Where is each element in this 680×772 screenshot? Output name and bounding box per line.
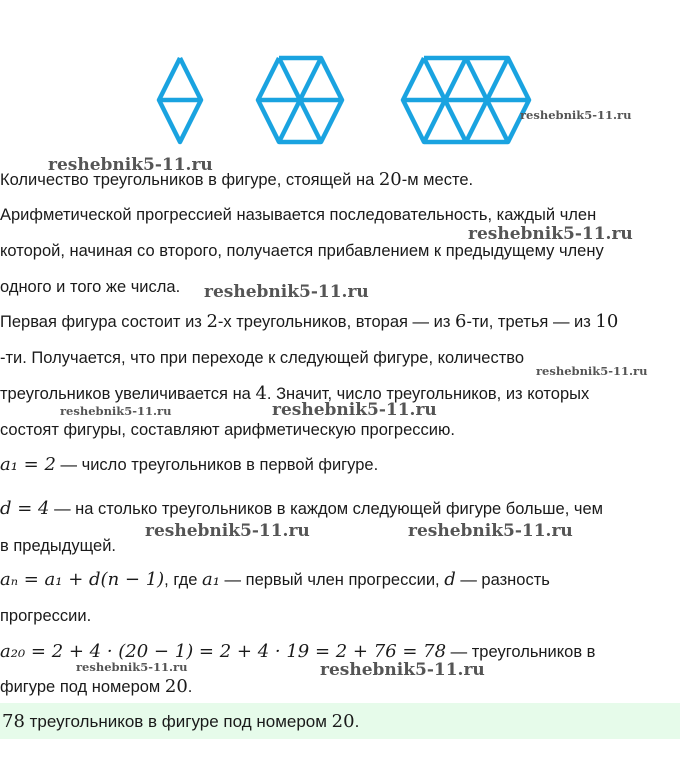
- general-formula-line-1: aₙ = a₁ + d(n − 1), где a₁ — первый член прогрессии, d — разность: [0, 569, 550, 590]
- watermark: reshebnik5-11.ru: [48, 155, 213, 175]
- computation-line-1: a₂₀ = 2 + 4 · (20 − 1) = 2 + 4 · 19 = 2 + 76 = 78 — треугольников в: [0, 641, 596, 662]
- analysis-line-3: треугольников увеличивается на 4. Значит, число треугольников, из которых: [0, 383, 590, 404]
- watermark: reshebnik5-11.ru: [76, 660, 188, 674]
- watermark: reshebnik5-11.ru: [468, 224, 633, 244]
- watermark: reshebnik5-11.ru: [60, 404, 172, 418]
- definition-line-1: Арифметической прогрессией называется последовательность, каждый член: [0, 206, 597, 224]
- triangle-figures: [0, 0, 680, 160]
- first-term-line: a₁ = 2 — число треугольников в первой фигуре.: [0, 454, 379, 475]
- difference-line-2: в предыдущей.: [0, 537, 117, 555]
- watermark: reshebnik5-11.ru: [520, 108, 632, 122]
- formula: a₂₀ = 2 + 4 · (20 − 1) = 2 + 4 · 19 = 2 + 76 = 78: [0, 641, 447, 662]
- formula: aₙ = a₁ + d(n − 1): [0, 569, 165, 590]
- computation-line-2: фигуре под номером 20.: [0, 676, 193, 697]
- watermark: reshebnik5-11.ru: [320, 660, 485, 680]
- difference-line-1: d = 4 — на столько треугольников в каждом следующей фигуре больше, чем: [0, 498, 603, 519]
- analysis-line-1: Первая фигура состоит из 2-х треугольников, вторая — из 6-ти, третья — из 10: [0, 311, 619, 332]
- watermark: reshebnik5-11.ru: [204, 282, 369, 302]
- formula: a₁ = 2: [0, 454, 56, 475]
- definition-line-3: одного и того же числа.: [0, 278, 181, 296]
- answer-box: [0, 703, 680, 739]
- watermark: reshebnik5-11.ru: [408, 521, 573, 541]
- watermark: reshebnik5-11.ru: [145, 521, 310, 541]
- general-formula-line-2: прогрессии.: [0, 607, 92, 625]
- watermark: reshebnik5-11.ru: [272, 400, 437, 420]
- definition-line-2: которой, начиная со второго, получается прибавлением к предыдущему члену: [0, 242, 604, 260]
- formula: d = 4: [0, 498, 50, 519]
- analysis-line-2: -ти. Получается, что при переходе к следующей фигуре, количество: [0, 349, 525, 367]
- answer-text: 78 треугольников в фигуре под номером 20.: [2, 711, 360, 732]
- task-statement: Количество треугольников в фигуре, стоящей на 20-м месте.: [0, 169, 474, 190]
- watermark: reshebnik5-11.ru: [536, 364, 648, 378]
- analysis-line-4: состоят фигуры, составляют арифметическую прогрессию.: [0, 421, 455, 439]
